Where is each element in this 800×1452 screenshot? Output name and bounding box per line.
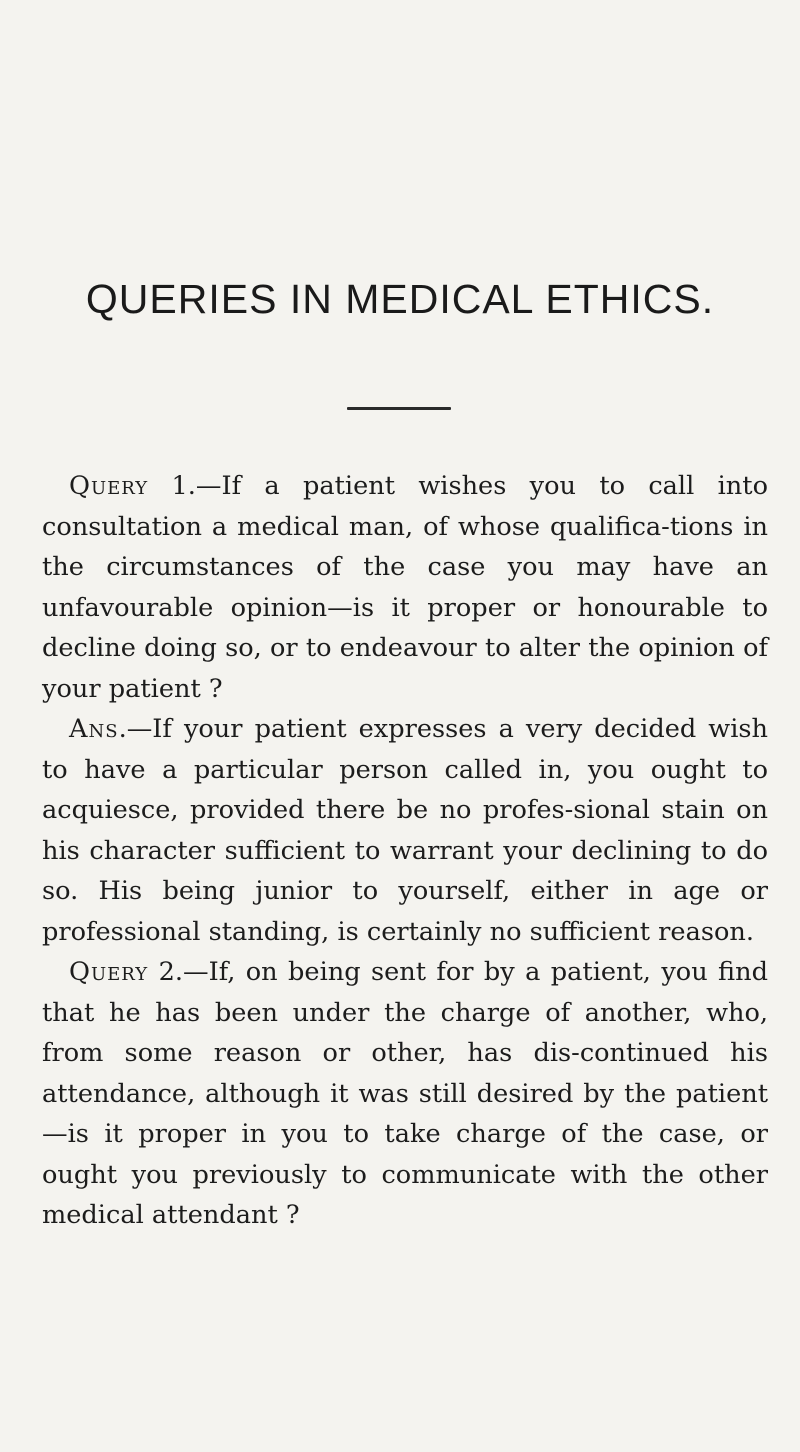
page-title: QUERIES IN MEDICAL ETHICS. bbox=[85, 276, 715, 322]
paragraph-text: .—If your patient expresses a very decided wish to have a particular person called in, you ought to acquiesce, provided there be no profes-sional stain on his character sufficient to warrant your declining to do so. His being junior to yourself, either in age or professional standing, is certainly no sufficient reason. bbox=[42, 714, 768, 947]
title-divider bbox=[347, 407, 451, 410]
query-1-paragraph bbox=[42, 466, 768, 709]
query-2-paragraph bbox=[42, 952, 768, 1236]
paragraph-label: Query bbox=[69, 471, 149, 501]
answer-1-paragraph bbox=[42, 709, 768, 952]
paragraph-label: Ans bbox=[69, 714, 119, 744]
body-text bbox=[42, 466, 768, 1236]
paragraph-label: Query bbox=[69, 957, 149, 987]
paragraph-text: 2.—If, on being sent for by a patient, you find that he has been under the charge of another, who, from some reason or other, has dis-continued his attendance, although it was still desired by the patient—is it proper in you to take charge of the case, or ought you previously to communicate with the other medical attendant ? bbox=[42, 957, 768, 1230]
paragraph-text: 1.—If a patient wishes you to call into consultation a medical man, of whose qualifica-tions in the circumstances of the case you may have an unfavourable opinion—is it proper or honourable to decline doing so, or to endeavour to alter the opinion of your patient ? bbox=[42, 471, 768, 704]
